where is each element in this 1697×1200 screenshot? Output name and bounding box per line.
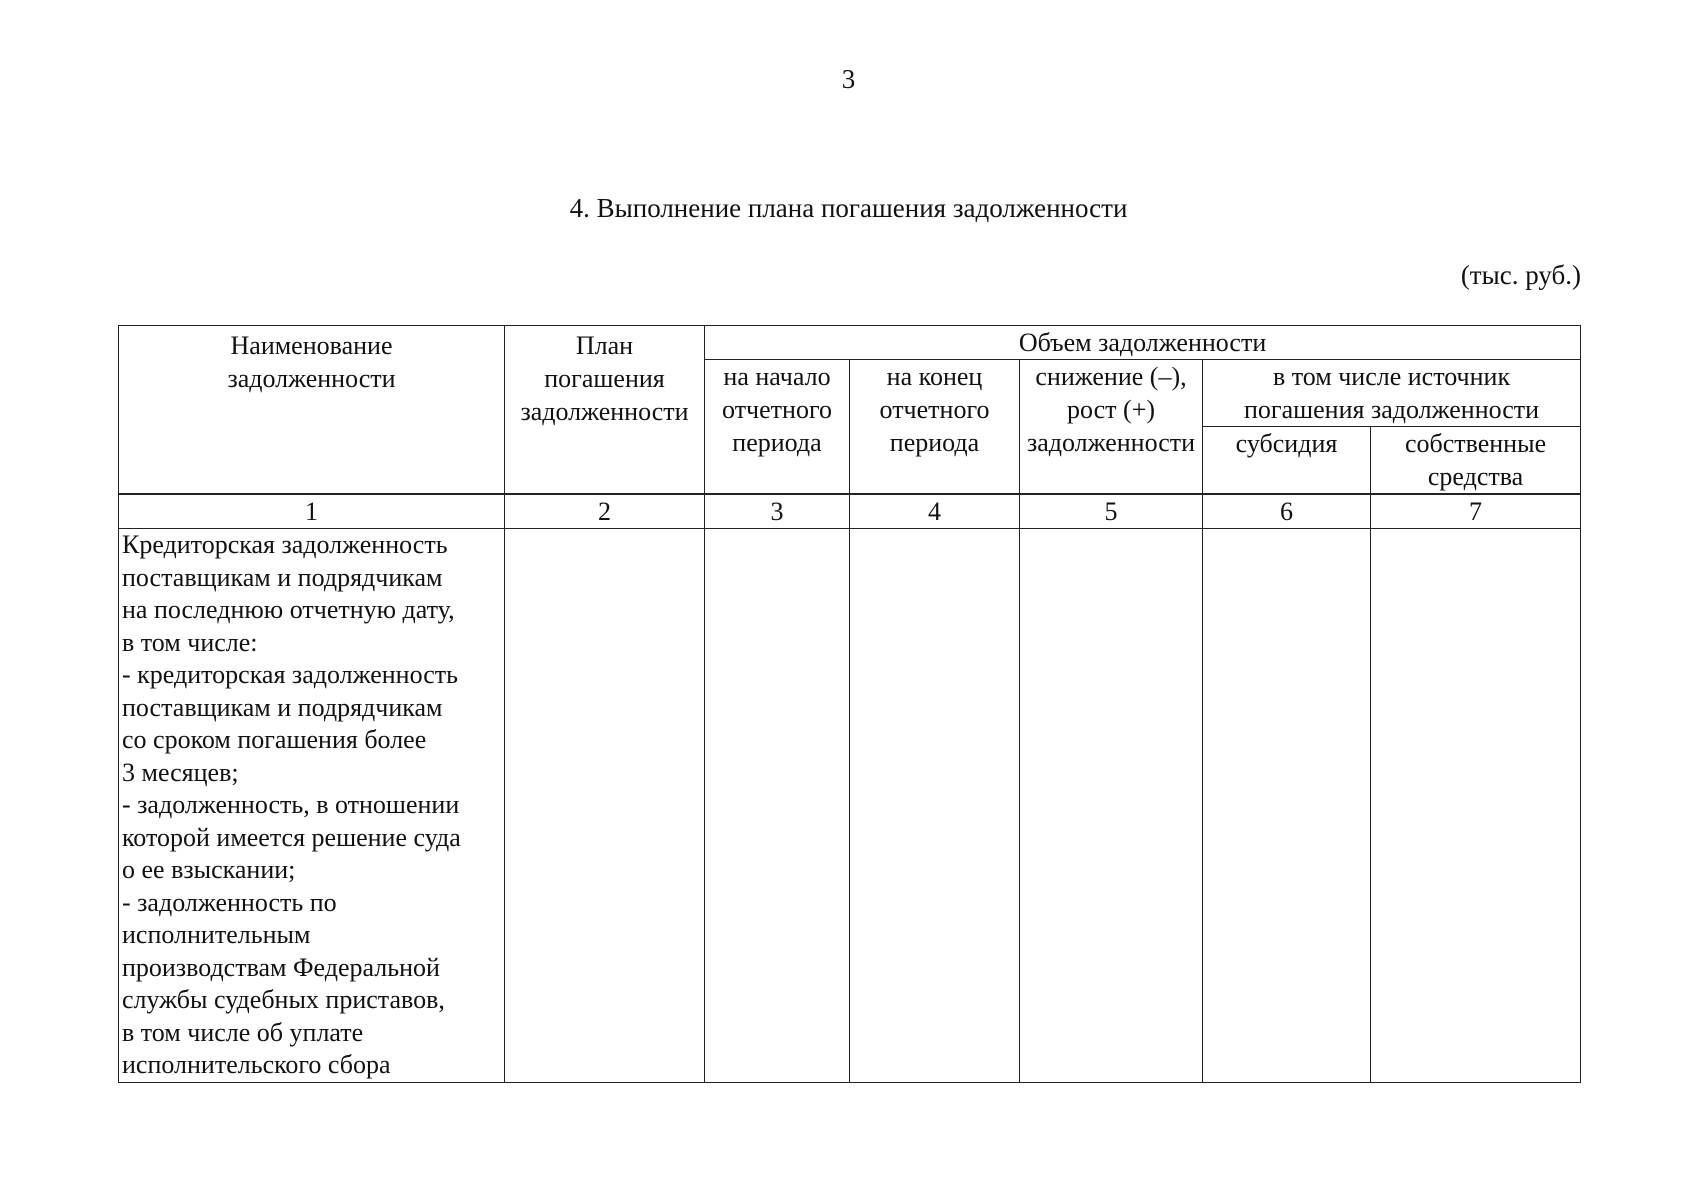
column-number: 3 — [705, 495, 850, 529]
header-end: на конец отчетного периода — [850, 360, 1020, 494]
header-start: на начало отчетного периода — [705, 360, 850, 494]
column-number: 1 — [119, 495, 505, 529]
header-plan: План погашения задолженности — [505, 326, 705, 494]
row-name-cell: Кредиторская задолженность поставщикам и подрядчикам на последнюю отчетную дату, в том числе: - кредиторская задолженность поставщикам и подрядчикам со сроком погашения более 3 месяцев; - задолженность, в отношении которой имеется решение суда о ее взыскании; - задолженность по исполнительным производствам Федеральной службы судебных приставов, в том числе об уплате исполнительского сбора — [119, 529, 505, 1083]
column-number: 4 — [850, 495, 1020, 529]
change-cell — [1020, 529, 1203, 1083]
column-number: 5 — [1020, 495, 1203, 529]
column-number: 6 — [1203, 495, 1371, 529]
units-label: (тыс. руб.) — [1460, 260, 1581, 290]
header-change: снижение (–), рост (+) задолженности — [1020, 360, 1203, 494]
header-subsidy: субсидия — [1203, 427, 1371, 494]
own-funds-cell — [1371, 529, 1581, 1083]
header-name: Наименование задолженности — [119, 326, 505, 494]
column-number: 2 — [505, 495, 705, 529]
header-own-funds: собственные средства — [1371, 427, 1581, 494]
column-number: 7 — [1371, 495, 1581, 529]
page-number: 3 — [841, 64, 856, 94]
table-header — [118, 325, 1581, 494]
start-cell — [705, 529, 850, 1083]
column-number-row — [119, 495, 1581, 529]
subsidy-cell — [1203, 529, 1371, 1083]
section-title: 4. Выполнение плана погашения задолженности — [569, 193, 1128, 223]
table-row — [119, 529, 1581, 1083]
header-volume-group: Объем задолженности — [705, 326, 1581, 360]
table-body — [118, 494, 1581, 1083]
header-sources-group: в том числе источник погашения задолженности — [1203, 360, 1581, 427]
end-cell — [850, 529, 1020, 1083]
plan-cell — [505, 529, 705, 1083]
